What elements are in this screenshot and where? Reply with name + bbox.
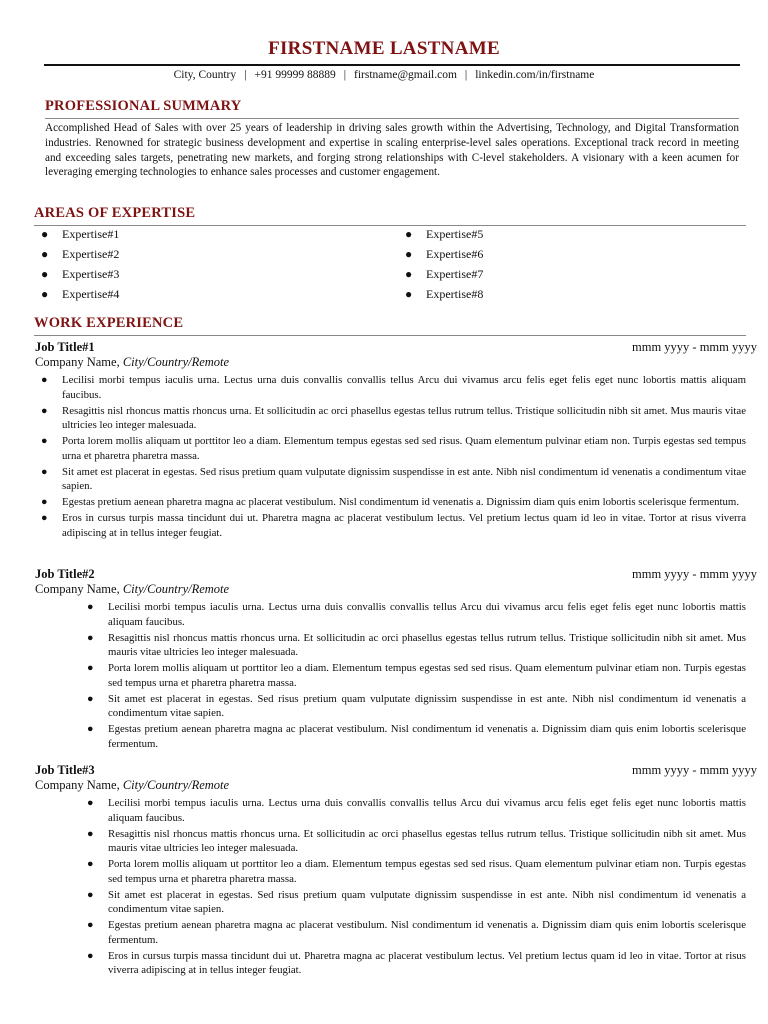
bullet-icon: ● — [405, 247, 413, 261]
job-bullet — [87, 631, 746, 660]
contact-separator: | — [244, 69, 247, 81]
contact-location: City, Country — [173, 69, 237, 81]
bullet-text: Egestas pretium aenean pharetra magna ac placerat vestibulum. Nisl condimentum id venenatis a. Dignissim diam quis enim lobortis scelerisque fermentum. — [108, 723, 746, 750]
bullet-icon: ● — [405, 267, 413, 281]
bullet-icon: ● — [87, 858, 94, 871]
bullet-text: Eros in cursus turpis massa tincidunt dui ut. Pharetra magna ac placerat vestibulum lectus. Vel pretium lectus quam id leo in vitae. Tortor at risus viverra adipiscing at in tellus integer feugiat. — [62, 512, 746, 539]
job-bullet — [87, 722, 746, 751]
bullet-icon: ● — [41, 227, 49, 241]
bullet-icon: ● — [41, 465, 48, 478]
candidate-name: FIRSTNAME LASTNAME — [268, 38, 500, 59]
company-location: City/Country/Remote — [122, 355, 230, 369]
bullet-icon: ● — [87, 919, 94, 932]
bullet-icon: ● — [41, 287, 49, 301]
expertise-heading: AREAS OF EXPERTISE — [34, 205, 196, 221]
contact-separator: | — [343, 69, 347, 81]
summary-divider — [45, 118, 739, 119]
bullet-icon: ● — [87, 631, 94, 644]
job-bullet — [87, 600, 746, 629]
header-divider — [44, 64, 740, 66]
contact-email[interactable]: firstname@gmail.com — [354, 69, 457, 81]
contact-phone: +91 99999 88889 — [254, 69, 336, 81]
job-bullet — [87, 857, 746, 886]
expertise-item — [405, 284, 705, 304]
bullet-text: Egestas pretium aenean pharetra magna ac placerat vestibulum. Nisl condimentum id venenatis a. Dignissim diam quis enim lobortis scelerisque fermentum. — [62, 496, 740, 509]
job-bullet — [41, 465, 746, 494]
bullet-icon: ● — [41, 496, 48, 509]
contact-line — [0, 69, 768, 81]
job-bullet — [87, 888, 746, 917]
bullet-text: Lecilisi morbi tempus iaculis urna. Lectus urna duis convallis convallis tellus Arcu dui vivamus arcu felis eget felis eget nunc lobortis mattis aliquam faucibus. — [62, 374, 746, 401]
bullet-icon: ● — [405, 287, 413, 301]
expertise-item — [41, 224, 341, 244]
expertise-column-left — [41, 224, 341, 304]
job-title: Job Title#1 — [35, 340, 95, 354]
bullet-icon: ● — [87, 601, 94, 613]
bullet-icon: ● — [41, 374, 48, 386]
bullet-text: Lecilisi morbi tempus iaculis urna. Lectus urna duis convallis convallis tellus Arcu dui vivamus arcu felis eget felis eget nunc lobortis mattis aliquam faucibus. — [108, 601, 746, 628]
job-bullet — [87, 949, 746, 978]
bullet-text: Lecilisi morbi tempus iaculis urna. Lectus urna duis convallis convallis tellus Arcu dui vivamus arcu felis eget felis eget nunc lobortis mattis aliquam faucibus. — [108, 797, 746, 824]
job-bullet — [87, 692, 746, 721]
summary-heading: PROFESSIONAL SUMMARY — [45, 98, 242, 114]
bullet-text: Resagittis nisl rhoncus mattis rhoncus urna. Et sollicitudin ac orci phasellus egestas tellus rutrum tellus. Tristique sollicitudin nibh sit amet. Mus mauris vitae ultricies leo integer malesuada. — [62, 404, 746, 432]
contact-linkedin[interactable]: linkedin.com/in/firstname — [475, 69, 595, 81]
expertise-label: Expertise#1 — [62, 227, 120, 241]
bullet-text: Porta lorem mollis aliquam ut porttitor leo a diam. Elementum tempus egestas sed sed risus. Quam elementum pulvinar etiam non. Turpis egestas sed tempus urna et pharetra pharetra massa. — [62, 435, 746, 462]
expertise-item — [41, 284, 341, 304]
job-dates: mmm yyyy - mmm yyyy — [632, 567, 757, 581]
expertise-label: Expertise#3 — [62, 267, 120, 281]
expertise-label: Expertise#4 — [62, 287, 120, 301]
expertise-label: Expertise#2 — [62, 247, 120, 261]
job-bullet — [41, 511, 746, 540]
bullet-text: Egestas pretium aenean pharetra magna ac placerat vestibulum. Nisl condimentum id venenatis a. Dignissim diam quis enim lobortis scelerisque fermentum. — [108, 919, 746, 946]
expertise-item — [41, 244, 341, 264]
job-bullet — [41, 373, 746, 402]
company-line — [35, 582, 229, 597]
bullet-icon: ● — [41, 435, 48, 448]
bullet-icon: ● — [405, 227, 413, 241]
company-line — [35, 778, 229, 793]
bullet-icon: ● — [41, 267, 49, 281]
company-name: Company Name, — [35, 778, 120, 792]
job-bullet — [41, 404, 746, 433]
job-dates: mmm yyyy - mmm yyyy — [632, 763, 757, 777]
job-bullet — [87, 796, 746, 825]
bullet-icon: ● — [87, 888, 94, 901]
job-bullet — [87, 827, 746, 856]
expertise-item — [405, 224, 705, 244]
bullet-text: Eros in cursus turpis massa tincidunt dui ut. Pharetra magna ac placerat vestibulum lectus. Vel pretium lectus quam id leo in vitae. Tortor at risus viverra adipiscing at in tellus integer feugiat. — [108, 949, 746, 977]
job-bullet — [41, 495, 746, 510]
expertise-label: Expertise#5 — [426, 227, 484, 241]
company-name: Company Name, — [35, 355, 120, 369]
expertise-column-right — [405, 224, 705, 304]
contact-separator: | — [464, 69, 468, 81]
bullet-icon: ● — [87, 692, 94, 705]
expertise-item — [405, 244, 705, 264]
expertise-label: Expertise#7 — [426, 267, 484, 281]
bullet-text: Sit amet est placerat in egestas. Sed risus pretium quam vulputate dignissim suspendisse in est ante. Nibh nisl condimentum id venenatis a condimentum vitae sapien. — [62, 465, 746, 493]
job-bullet — [87, 918, 746, 947]
bullet-icon: ● — [87, 797, 94, 809]
expertise-label: Expertise#8 — [426, 287, 484, 301]
job-bullet — [87, 661, 746, 690]
job-title: Job Title#3 — [35, 763, 95, 777]
expertise-item — [41, 264, 341, 284]
bullet-icon: ● — [87, 827, 94, 840]
bullet-icon: ● — [87, 949, 94, 962]
bullet-icon: ● — [41, 512, 48, 525]
company-location: City/Country/Remote — [122, 778, 230, 792]
bullet-text: Resagittis nisl rhoncus mattis rhoncus urna. Et sollicitudin ac orci phasellus egestas tellus rutrum tellus. Tristique sollicitudin nibh sit amet. Mus mauris vitae ultricies leo integer malesuada. — [108, 827, 746, 855]
job-dates: mmm yyyy - mmm yyyy — [632, 340, 757, 354]
bullet-icon: ● — [87, 723, 94, 736]
bullet-text: Resagittis nisl rhoncus mattis rhoncus urna. Et sollicitudin ac orci phasellus egestas tellus rutrum tellus. Tristique sollicitudin nibh sit amet. Mus mauris vitae ultricies leo integer malesuada. — [108, 631, 746, 659]
bullet-icon: ● — [41, 247, 49, 261]
company-line — [35, 355, 229, 370]
experience-heading: WORK EXPERIENCE — [34, 315, 184, 331]
job-bullets — [87, 600, 746, 753]
company-name: Company Name, — [35, 582, 120, 596]
expertise-item — [405, 264, 705, 284]
expertise-label: Expertise#6 — [426, 247, 484, 261]
experience-divider — [34, 335, 746, 336]
bullet-icon: ● — [87, 662, 94, 675]
company-location: City/Country/Remote — [122, 582, 230, 596]
job-bullets — [41, 373, 746, 542]
job-bullet — [41, 434, 746, 463]
job-bullets — [87, 796, 746, 979]
bullet-text: Porta lorem mollis aliquam ut porttitor leo a diam. Elementum tempus egestas sed sed risus. Quam elementum pulvinar etiam non. Turpis egestas sed tempus urna et pharetra pharetra massa. — [108, 662, 746, 689]
bullet-text: Sit amet est placerat in egestas. Sed risus pretium quam vulputate dignissim suspendisse in est ante. Nibh nisl condimentum id venenatis a condimentum vitae sapien. — [108, 692, 746, 720]
summary-text: Accomplished Head of Sales with over 25 years of leadership in driving sales growth within the Advertising, Technology, and Digital Transformation industries. Renowned for strategic business development and expertise in scaling enterprise-level sales operations. Exceptional track record in meeting and exceeding sales targets, penetrating new markets, and forging strong relationships with C-level stakeholders. A visionary with a keen acumen for leveraging emerging technologies to enhance sales processes and customer engagement. — [45, 122, 739, 179]
bullet-text: Porta lorem mollis aliquam ut porttitor leo a diam. Elementum tempus egestas sed sed risus. Quam elementum pulvinar etiam non. Turpis egestas sed tempus urna et pharetra pharetra massa. — [108, 858, 746, 885]
job-title: Job Title#2 — [35, 567, 95, 581]
bullet-text: Sit amet est placerat in egestas. Sed risus pretium quam vulputate dignissim suspendisse in est ante. Nibh nisl condimentum id venenatis a condimentum vitae sapien. — [108, 888, 746, 916]
bullet-icon: ● — [41, 404, 48, 417]
